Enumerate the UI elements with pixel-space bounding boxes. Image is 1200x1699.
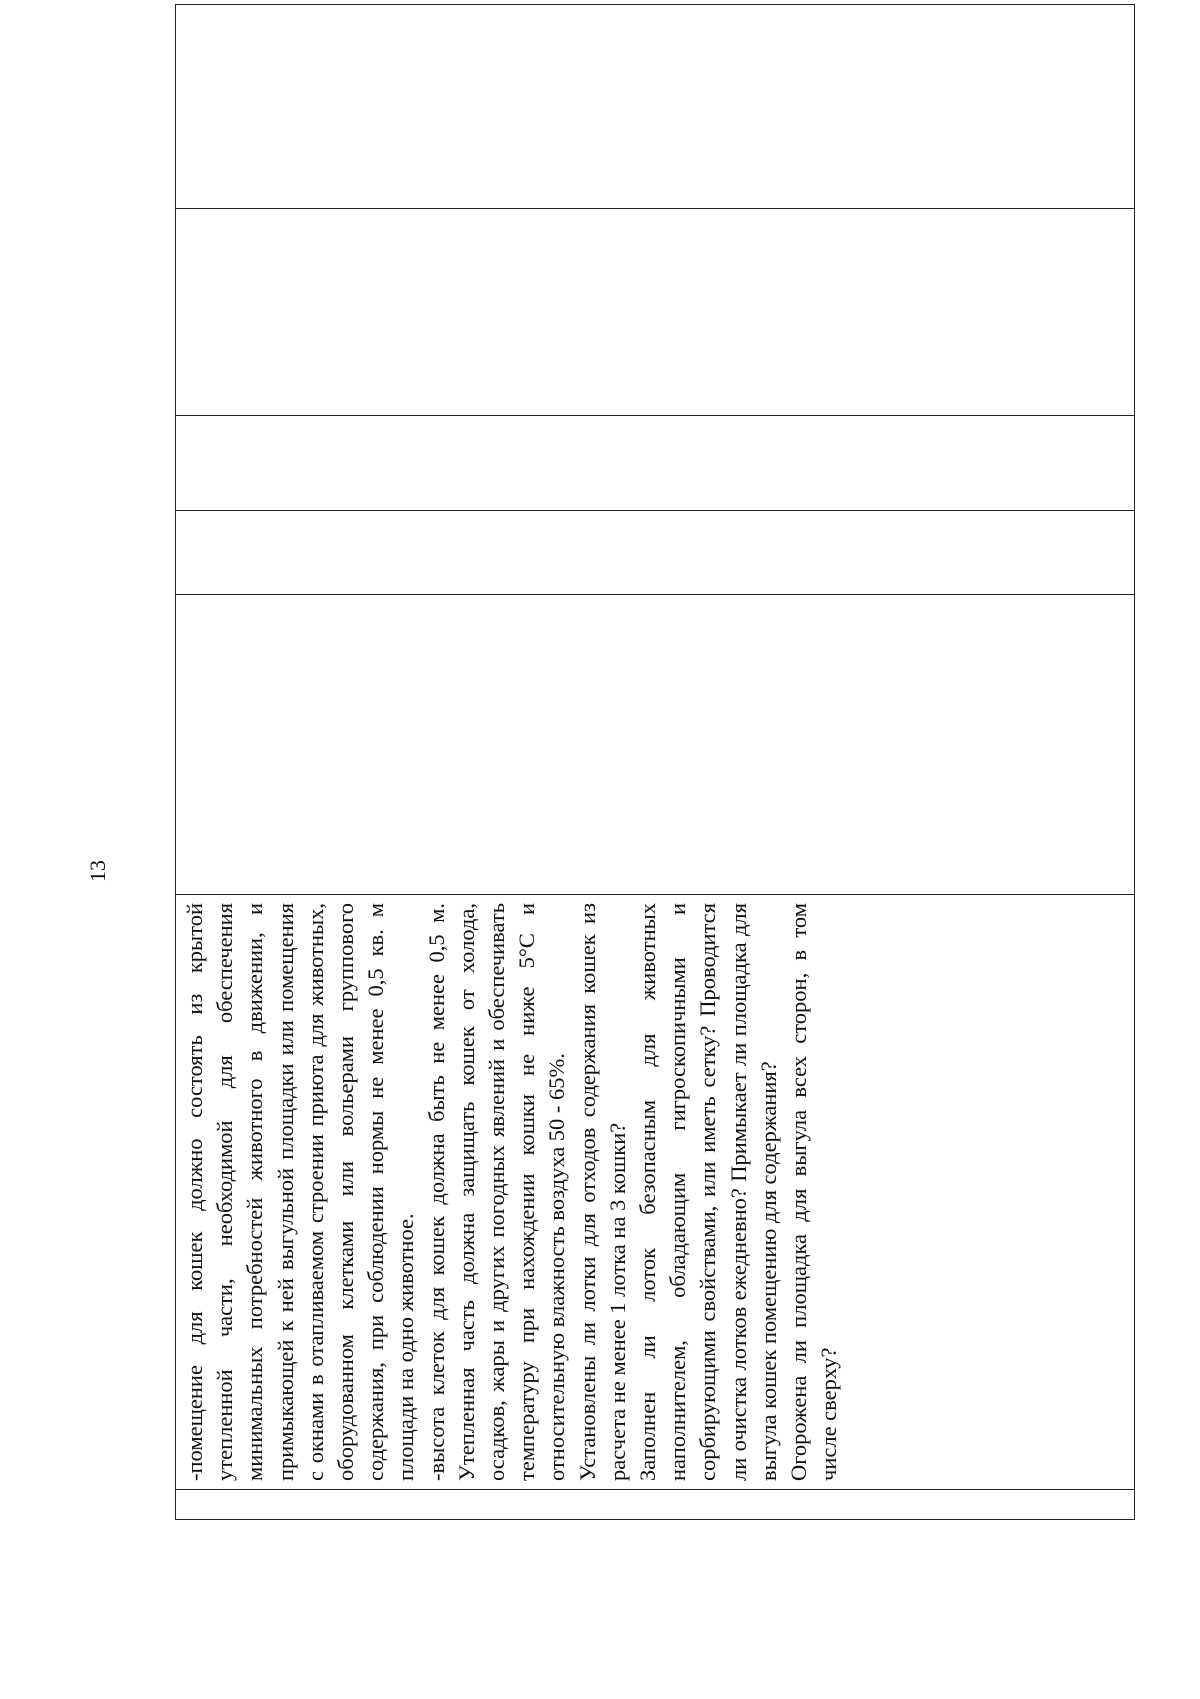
requirements-cell (176, 895, 1135, 1490)
checklist-table (175, 4, 1135, 1520)
table-cell-empty (176, 416, 1135, 511)
paragraph-walking-fence: Огорожена ли площадка для выгула всех сторон, в том числе сверху? (786, 903, 842, 1481)
table-cell-empty (176, 209, 1135, 416)
paragraph-room-requirements: -помещение для кошек должно состоять из крытой утепленной части, необходимой для обеспечения минимальных потребностей животного в движении, и примыкающей к ней выгульной площадки или помещения с окнами в отапливаемом строении приюта для животных, оборудованном клетками или вольерами группового содержания, при соблюдении нормы не менее 0,5 кв. м площади на одно животное. (182, 903, 419, 1481)
page-number: 13 (85, 860, 110, 882)
table-cell-empty (176, 5, 1135, 209)
checklist-table-rotated (175, 70, 1135, 1520)
table-row (176, 5, 1135, 1520)
paragraph-litter-trays: Установлены ли лотки для отходов содержания кошек из расчета не менее 1 лотка на 3 кошки? (574, 903, 630, 1481)
table-cell-empty (176, 511, 1135, 595)
paragraph-cage-height: -высота клеток для кошек должна быть не менее 0,5 м. Утепленная часть должна защищать кошек от холода, осадков, жары и других погодных явлений и обеспечивать температуру при нахождении кошки не ниже 5°С и относительную влажность воздуха 50 - 65%. (423, 903, 570, 1481)
table-cell-empty (176, 595, 1135, 895)
paragraph-tray-filler: Заполнен ли лоток безопасным для животных наполнителем, обладающим гигроскопичными и сорбирующими свойствами, или иметь сетку? Проводится ли очистка лотков ежедневно? Примыкает ли площадка для выгула кошек помещению для содержания? (635, 903, 781, 1481)
table-cell-empty (176, 1490, 1135, 1520)
